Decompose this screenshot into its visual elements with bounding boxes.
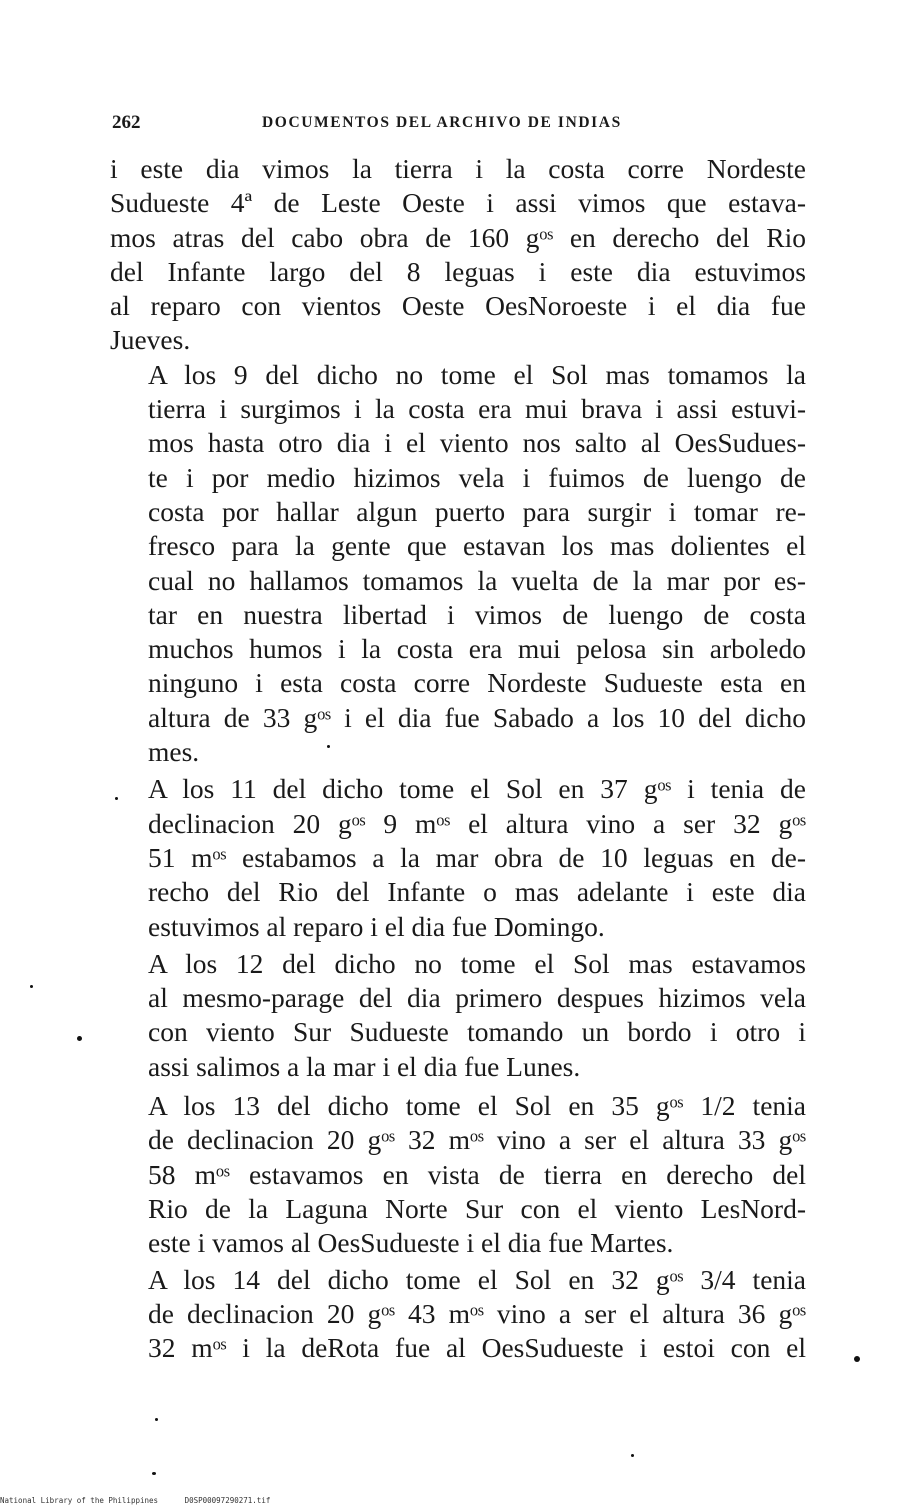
text-line: tierra i surgimos i la costa era mui brava i assi estuvi- [148, 393, 806, 425]
text-line: al mesmo-parage del dia primero despues hizimos vela [148, 982, 806, 1014]
text-line: estuvimos al reparo i el dia fue Domingo. [148, 910, 605, 942]
paragraph-1 [110, 152, 806, 358]
text-line: fresco para la gente que estavan los mas dolientes el [148, 530, 806, 562]
text-line: A los 13 del dicho tome el Sol en 35 gᵒˢ 1/2 tenia [148, 1090, 806, 1122]
text-line: al reparo con vientos Oeste OesNoroeste i el dia fue [110, 290, 806, 322]
text-line: A los 9 del dicho no tome el Sol mas tomamos la [148, 358, 806, 390]
paragraph-2 [110, 358, 806, 770]
text-line: del Infante largo del 8 leguas i este dia estuvimos [110, 255, 806, 287]
text-line: costa por hallar algun puerto para surgir i tomar re- [148, 495, 806, 527]
text-line: assi salimos a la mar i el dia fue Lunes. [148, 1050, 581, 1082]
text-line: recho del Rio del Infante o mas adelante i este dia [148, 876, 806, 908]
text-line: A los 11 del dicho tome el Sol en 37 gᵒˢ i tenia de [148, 773, 806, 805]
text-line: Sudueste 4ª de Leste Oeste i assi vimos que estava- [110, 187, 806, 219]
paragraph-6 [110, 1263, 806, 1366]
scan-speck [327, 745, 330, 748]
text-line: declinacion 20 gᵒˢ 9 mᵒˢ el altura vino a ser 32 gᵒˢ [148, 807, 806, 839]
text-line: Rio de la Laguna Norte Sur con el viento LesNord- [148, 1192, 806, 1224]
page-header [112, 112, 812, 136]
text-line: mos atras del cabo obra de 160 gᵒˢ en derecho del Rio [110, 221, 806, 253]
text-line: A los 14 del dicho tome el Sol en 32 gᵒˢ 3/4 tenia [148, 1263, 806, 1295]
scan-footer [0, 1496, 292, 1505]
paragraph-4 [110, 947, 806, 1084]
paragraph-5 [110, 1089, 806, 1260]
paragraph-3 [110, 772, 806, 943]
body-text [110, 152, 806, 1365]
text-line: 58 mᵒˢ estavamos en vista de tierra en derecho del [148, 1158, 806, 1190]
footer-library: National Library of the Philippines [0, 1496, 159, 1505]
text-line: cual no hallamos tomamos la vuelta de la mar por es- [148, 564, 806, 596]
text-line: A los 12 del dicho no tome el Sol mas estavamos [148, 947, 806, 979]
text-line: Jueves. [110, 324, 191, 356]
scan-speck [854, 1356, 860, 1362]
running-title: DOCUMENTOS DEL ARCHIVO DE INDIAS [262, 114, 622, 131]
text-line: con viento Sur Sudueste tomando un bordo i otro i [148, 1016, 806, 1048]
text-line: mes. [148, 736, 200, 768]
text-line: 32 mᵒˢ i la deRota fue al OesSudueste i estoi con el [148, 1332, 806, 1364]
scan-speck [115, 797, 118, 800]
scan-speck [155, 1418, 158, 1421]
text-line: i este dia vimos la tierra i la costa corre Nordeste [110, 153, 806, 184]
scan-speck [152, 1472, 156, 1475]
text-line: te i por medio hizimos vela i fuimos de luengo de [148, 461, 806, 493]
text-line: 51 mᵒˢ estabamos a la mar obra de 10 leguas en de- [148, 841, 806, 873]
text-line: de declinacion 20 gᵒˢ 32 mᵒˢ vino a ser el altura 33 gᵒˢ [148, 1124, 806, 1156]
text-line: mos hasta otro dia i el viento nos salto al OesSudues- [148, 427, 806, 459]
scan-speck [77, 1036, 82, 1041]
text-line: ninguno i esta costa corre Nordeste Sudueste esta en [148, 667, 806, 699]
footer-filename: D0SP00097290271.tif [184, 1496, 271, 1505]
text-line: muchos humos i la costa era mui pelosa sin arboledo [148, 633, 806, 665]
scan-speck [30, 985, 33, 988]
text-line: altura de 33 gᵒˢ i el dia fue Sabado a los 10 del dicho [148, 701, 806, 733]
page-number: 262 [112, 112, 141, 133]
text-line: tar en nuestra libertad i vimos de luengo de costa [148, 598, 806, 630]
scan-speck [631, 1454, 634, 1457]
text-line: de declinacion 20 gᵒˢ 43 mᵒˢ vino a ser el altura 36 gᵒˢ [148, 1297, 806, 1329]
text-line: este i vamos al OesSudueste i el dia fue Martes. [148, 1227, 674, 1259]
